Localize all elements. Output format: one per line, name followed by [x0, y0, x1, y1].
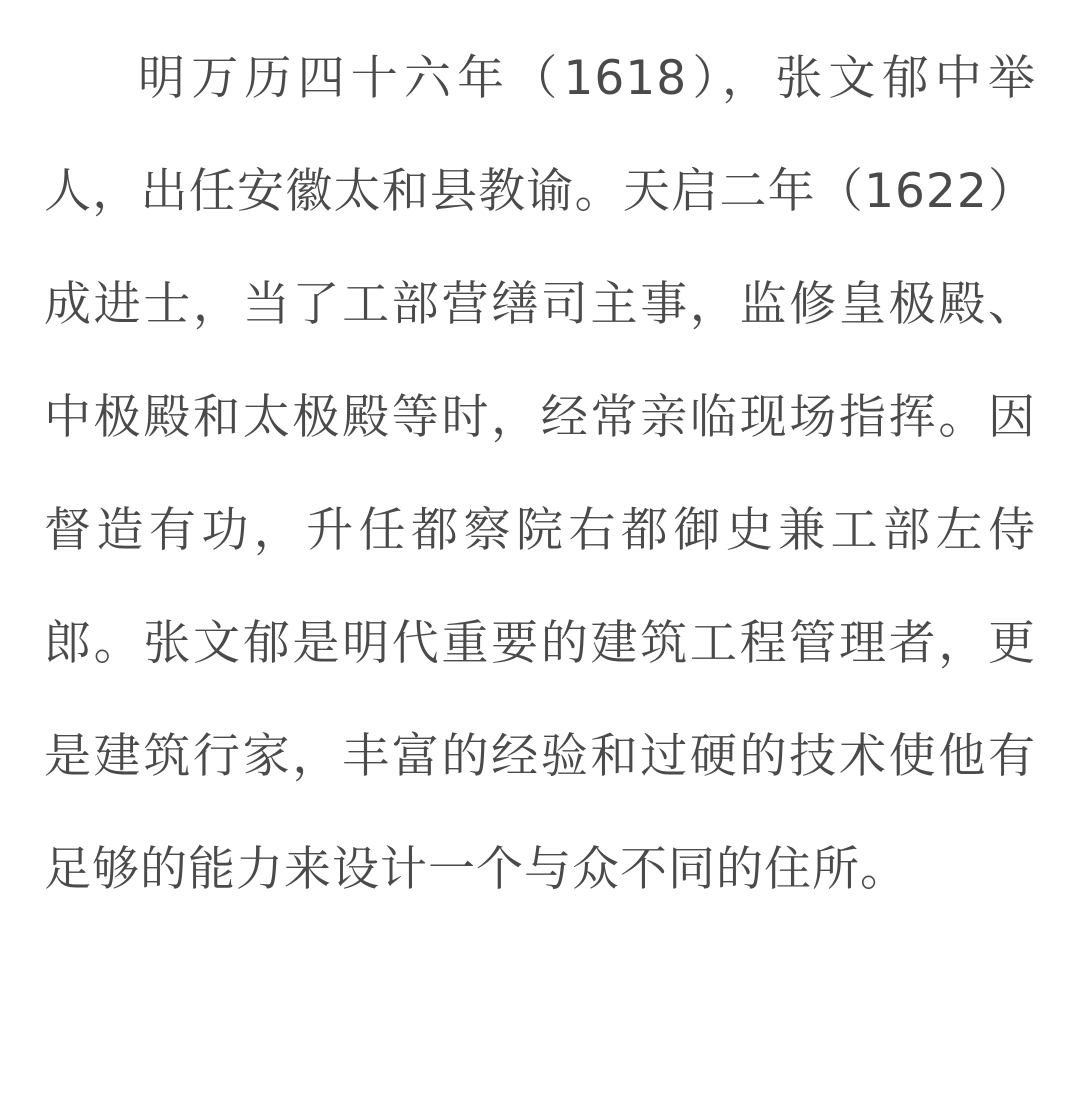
paragraph-text: 明万历四十六年（1618），张文郁中举人，出任安徽太和县教谕。天启二年（1622）成进士，当了工部营缮司主事，监修皇极殿、中极殿和太极殿等时，经常亲临现场指挥。因督造有功，升任都察院右都御史兼工部左侍郎。张文郁是明代重要的建筑工程管理者，更是建筑行家，丰富的经验和过硬的技术使他有足够的能力来设计一个与众不同的住所。 — [44, 51, 1036, 897]
